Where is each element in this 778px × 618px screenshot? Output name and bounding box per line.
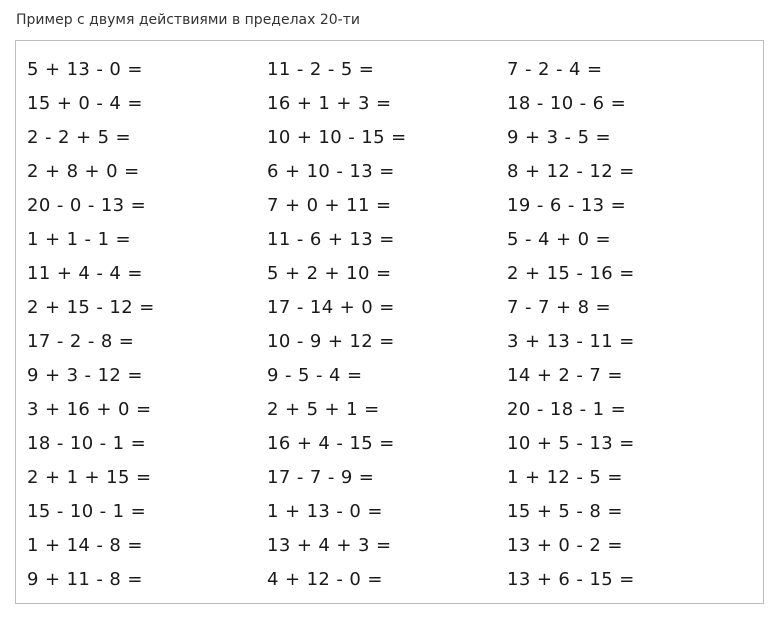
math-problem: 20 - 18 - 1 = — [507, 399, 627, 420]
math-problem: 16 + 1 + 3 = — [267, 93, 392, 114]
math-problem: 9 + 3 - 12 = — [27, 365, 143, 386]
math-problem: 2 + 5 + 1 = — [267, 399, 380, 420]
problem-column-3 — [507, 58, 747, 602]
math-problem: 10 + 10 - 15 = — [267, 127, 407, 148]
math-problem: 4 + 12 - 0 = — [267, 569, 383, 590]
problem-column-2 — [267, 58, 507, 602]
worksheet-panel — [15, 40, 764, 604]
math-problem: 19 - 6 - 13 = — [507, 195, 627, 216]
math-problem: 1 + 1 - 1 = — [27, 229, 132, 250]
math-problem: 17 - 2 - 8 = — [27, 331, 135, 352]
math-problem: 6 + 10 - 13 = — [267, 161, 395, 182]
math-problem: 2 + 15 - 16 = — [507, 263, 635, 284]
math-problem: 1 + 13 - 0 = — [267, 501, 383, 522]
math-problem: 5 - 4 + 0 = — [507, 229, 612, 250]
math-problem: 11 - 2 - 5 = — [267, 59, 375, 80]
math-problem: 3 + 13 - 11 = — [507, 331, 635, 352]
math-problem: 13 + 4 + 3 = — [267, 535, 392, 556]
math-problem: 5 + 2 + 10 = — [267, 263, 392, 284]
math-problem: 9 + 3 - 5 = — [507, 127, 612, 148]
math-problem: 18 - 10 - 1 = — [27, 433, 147, 454]
math-problem: 11 - 6 + 13 = — [267, 229, 395, 250]
math-problem: 9 + 11 - 8 = — [27, 569, 143, 590]
problem-columns — [27, 58, 747, 602]
math-problem: 17 - 14 + 0 = — [267, 297, 395, 318]
math-problem: 17 - 7 - 9 = — [267, 467, 375, 488]
math-problem: 9 - 5 - 4 = — [267, 365, 363, 386]
math-problem: 10 + 5 - 13 = — [507, 433, 635, 454]
math-problem: 2 - 2 + 5 = — [27, 127, 132, 148]
math-problem: 2 + 15 - 12 = — [27, 297, 155, 318]
math-problem: 18 - 10 - 6 = — [507, 93, 627, 114]
math-problem: 10 - 9 + 12 = — [267, 331, 395, 352]
math-problem: 5 + 13 - 0 = — [27, 59, 143, 80]
math-problem: 11 + 4 - 4 = — [27, 263, 143, 284]
math-problem: 15 - 10 - 1 = — [27, 501, 147, 522]
math-problem: 8 + 12 - 12 = — [507, 161, 635, 182]
math-problem: 1 + 12 - 5 = — [507, 467, 623, 488]
math-problem: 7 - 2 - 4 = — [507, 59, 603, 80]
math-problem: 2 + 1 + 15 = — [27, 467, 152, 488]
math-problem: 7 - 7 + 8 = — [507, 297, 612, 318]
math-problem: 2 + 8 + 0 = — [27, 161, 140, 182]
math-problem: 14 + 2 - 7 = — [507, 365, 623, 386]
math-problem: 13 + 0 - 2 = — [507, 535, 623, 556]
math-problem: 16 + 4 - 15 = — [267, 433, 395, 454]
math-problem: 20 - 0 - 13 = — [27, 195, 147, 216]
math-problem: 3 + 16 + 0 = — [27, 399, 152, 420]
problem-column-1 — [27, 58, 267, 602]
math-problem: 15 + 0 - 4 = — [27, 93, 143, 114]
math-problem: 1 + 14 - 8 = — [27, 535, 143, 556]
math-problem: 13 + 6 - 15 = — [507, 569, 635, 590]
math-problem: 15 + 5 - 8 = — [507, 501, 623, 522]
math-problem: 7 + 0 + 11 = — [267, 195, 392, 216]
page-title: Пример с двумя действиями в пределах 20-ти — [16, 12, 360, 28]
